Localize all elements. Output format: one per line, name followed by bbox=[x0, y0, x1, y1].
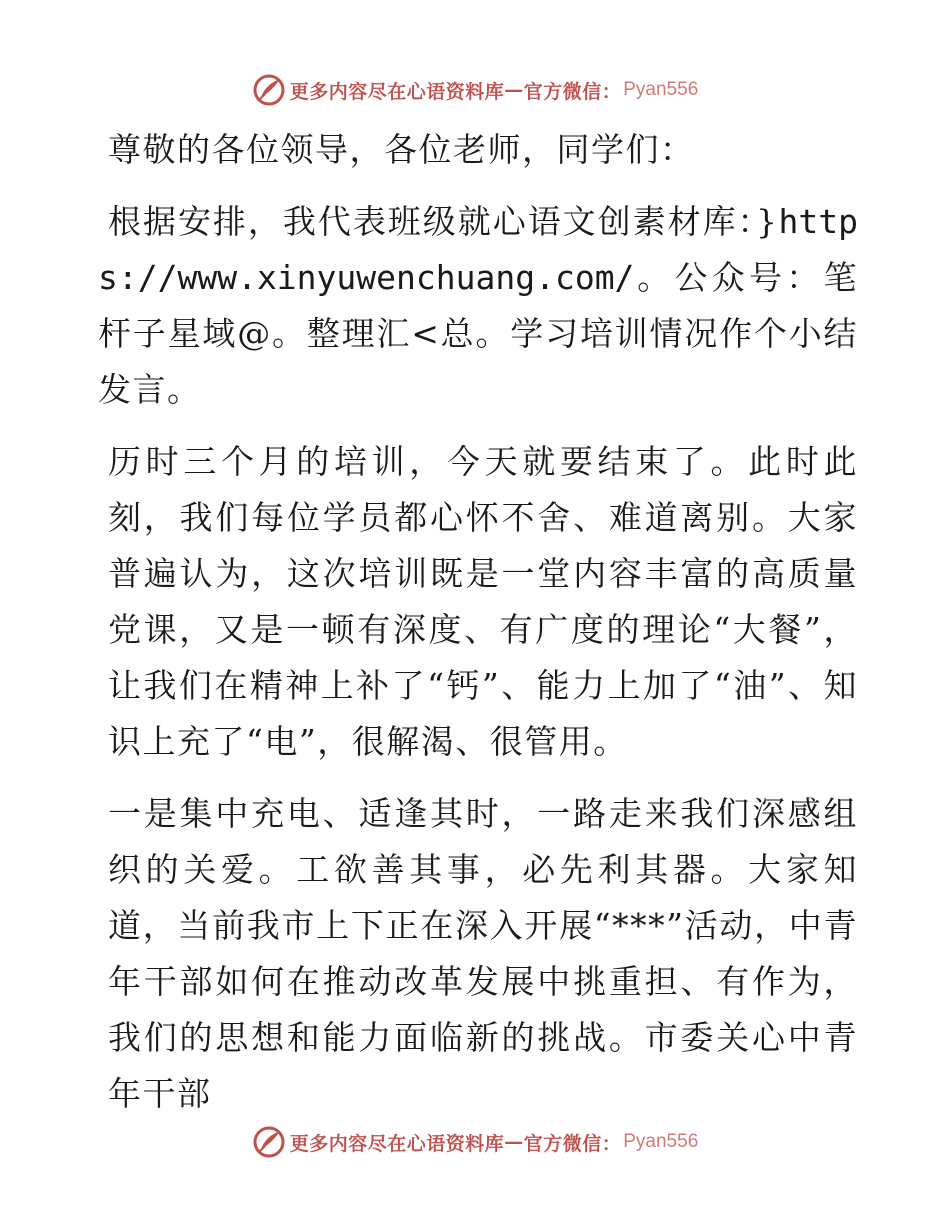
intro-text-b: 。公众号：笔杆子星域@。整理汇<总。学习培训情况作个小结发言。 bbox=[98, 258, 858, 409]
header-banner bbox=[0, 70, 950, 110]
paragraph-intro bbox=[98, 194, 858, 418]
banner-wechat-id: Pyan556 bbox=[623, 1131, 699, 1152]
paragraph-training-summary: 历时三个月的培训，今天就要结束了。此时此刻，我们每位学员都心怀不舍、难道离别。大家普遍认为，这次培训既是一堂内容丰富的高质量党课，又是一顿有深度、有广度的理论“大餐”，让我们在精神上补了“钙”、能力上加了“油”、知识上充了“电”，很解渴、很管用。 bbox=[108, 442, 858, 761]
banner-wechat-label: 官方微信： bbox=[523, 80, 622, 103]
footer-banner bbox=[0, 1122, 950, 1162]
banner-wechat-label: 官方微信： bbox=[523, 1132, 622, 1155]
intro-url: https://www.xinyuwenchuang.com/ bbox=[98, 202, 858, 297]
banner-wechat-id: Pyan556 bbox=[623, 79, 699, 100]
paragraph-point-one: 一是集中充电、适逢其时，一路走来我们深感组织的关爱。工欲善其事，必先利其器。大家知道，当前我市上下正在深入开展“***”活动，中青年干部如何在推动改革发展中挑重担、有作为，我们的思想和能力面临新的挑战。市委关心中青年干部 bbox=[108, 794, 858, 1113]
banner-site-text: 更多内容尽在心语资料库 bbox=[289, 1132, 505, 1155]
banner-site-text: 更多内容尽在心语资料库 bbox=[289, 80, 505, 103]
intro-text-a: 根据安排，我代表班级就心语文创素材库：} bbox=[108, 202, 779, 241]
banner-dash: — bbox=[504, 1131, 524, 1153]
quill-logo-icon bbox=[252, 73, 286, 107]
document-body bbox=[98, 122, 858, 1138]
banner-dash: — bbox=[504, 79, 524, 101]
quill-logo-icon bbox=[252, 1125, 286, 1159]
greeting-paragraph: 尊敬的各位领导，各位老师，同学们： bbox=[108, 130, 695, 169]
